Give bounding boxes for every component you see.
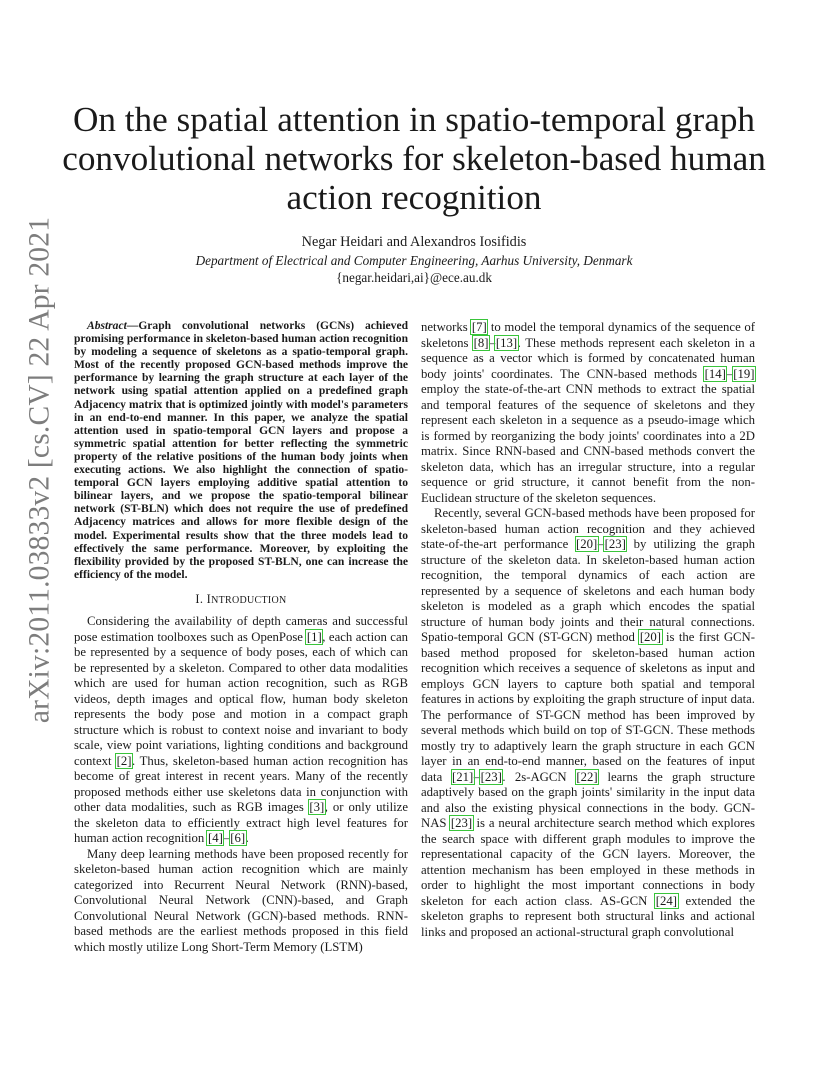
right-body-text <box>421 320 755 940</box>
citation-link[interactable]: [20] <box>576 537 598 551</box>
body-paragraph <box>74 847 408 956</box>
citation-link[interactable]: [23] <box>480 769 502 784</box>
citation-link[interactable]: [21] <box>452 769 474 784</box>
citation-link[interactable]: [8] <box>473 335 489 350</box>
body-paragraph <box>421 506 755 940</box>
section-title-initial: I <box>206 591 212 606</box>
abstract-text: —Graph convolutional networks (GCNs) achieved promising performance in skeleton-based human action recognition by modeling a sequence of skeletons as a spatio-temporal graph. Most of the recently proposed GCN-based methods improve the performance by learning the graph structure at each layer of the network using spatial attention applied on a predefined graph Adjacency matrix that is optimized jointly with model's parameters in an end-to-end manner. In this paper, we analyze the spatial attention used in spatio-temporal GCN layers and propose a symmetric spatial attention for better reflecting the symmetric property of the relative positions of the human body joints when executing actions. We also highlight the connection of spatio-temporal GCN layers employing additive spatial attention to bilinear layers, and we propose the spatio-temporal bilinear network (ST-BLN) which does not require the use of predefined Adjacency matrices and allows for more flexible design of the model. Experimental results show that the three models lead to effectively the same performance. Moreover, by exploiting the flexibility provided by the proposed ST-BLN, one can increase the efficiency of the model. <box>74 320 408 581</box>
citation-link[interactable]: [20] <box>639 630 662 644</box>
citation-link[interactable]: [2] <box>116 753 132 768</box>
affiliation: Department of Electrical and Computer Engineering, Aarhus University, Denmark <box>195 253 633 268</box>
author-email: {negar.heidari,ai}@ece.au.dk <box>336 270 492 285</box>
body-text-run: . These methods represent each skeleton in a sequence as a vector which is formed by concatenated human body joints' coordinates. The CNN-based methods <box>421 335 756 381</box>
author-list: Negar Heidari and Alexandros Iosifidis <box>301 234 527 250</box>
body-text-run: , or only utilize the skeleton data to efficiently extract high level features for human action recognition <box>74 800 409 846</box>
title-line: convolutional networks for skeleton-based human <box>62 139 766 178</box>
citation-link[interactable]: [7] <box>471 320 487 334</box>
body-text-run: . 2s-AGCN <box>502 769 576 784</box>
citation-link[interactable]: [14] <box>704 366 726 381</box>
body-text-run: – <box>223 831 230 846</box>
abstract <box>74 320 408 582</box>
citation-link[interactable]: [23] <box>450 816 473 830</box>
body-text-run: Many deep learning methods have been proposed recently for skeleton-based human action recognition which are mainly categorized into Recurrent Neural Network (RNN)-based, Convolutional Neural Network (CNN)-based, and Graph Convolutional Neural Network (GCN)-based methods. RNN-based methods are the earliest methods proposed in this field which mostly utilize Long Short-Term Memory (LSTM) <box>74 846 408 954</box>
citation-link[interactable]: [19] <box>733 366 755 381</box>
left-body-text <box>74 614 408 955</box>
title-line: On the spatial attention in spatio-temporal graph <box>72 100 756 139</box>
body-text-run: . Thus, skeleton-based human action recognition has become of great interest in recent years. Many of the recently proposed methods either use skeletons data in conjunction with other data modalities, such as RGB images <box>74 753 408 815</box>
section-title-rest: NTRODUCTION <box>211 594 287 606</box>
citation-link[interactable]: [22] <box>576 769 598 784</box>
section-heading-introduction <box>74 592 408 609</box>
body-text-run: is the first GCN-based method proposed for skeleton-based human action recognition which receives a sequence of skeletons as input and employs GCN layers to capture both spatial and temporal features in actions by exploiting the graph structure of input data. The performance of ST-GCN method has been improved by several methods which build on top of ST-GCN. These methods mostly try to adaptively learn the graph structure in each GCN layer in an end-to-end manner, based on the features of input data <box>421 630 755 784</box>
title-line: action recognition <box>286 178 542 217</box>
body-text-run: – <box>473 769 481 784</box>
body-text-run: – <box>489 335 496 350</box>
body-paragraph <box>74 614 408 847</box>
body-text-run: . <box>245 831 249 846</box>
paper-title <box>60 100 768 217</box>
citation-link[interactable]: [1] <box>306 629 322 644</box>
citation-link[interactable]: [4] <box>207 831 223 846</box>
body-text-run: learns the graph structure adaptively based on the graph joints' similarity in the input data and also the existing physical connections in the body. GCN-NAS <box>421 769 755 830</box>
body-paragraph <box>421 320 755 506</box>
citation-link[interactable]: [3] <box>309 800 325 815</box>
body-text-run: Considering the availability of depth cameras and successful pose estimation toolboxes such as OpenPose <box>74 614 408 644</box>
body-text-run: – <box>597 537 605 551</box>
citation-link[interactable]: [6] <box>230 831 246 846</box>
body-text-run: extended the skeleton graphs to represent both structural links and actional links and proposed an actional-structural graph convolutional <box>421 893 755 939</box>
body-text-run: employ the state-of-the-art CNN methods to extract the spatial and temporal features of the sequence of skeletons and they represent each skeleton in a sequence as a pseudo-image which is formed by reorganizing the body joints' coordinates into a 2D matrix. Since RNN-based and CNN-based methods convert the skeleton data, which has an irregular structure, into a regular sequence or grid structure, it cannot benefit from the non-Euclidean structure of the skeleton sequences. <box>421 382 755 505</box>
abstract-label: Abstract <box>87 320 127 332</box>
left-column <box>74 320 408 955</box>
body-text-run: to model the temporal dynamics of the sequence of skeletons <box>421 320 755 350</box>
arxiv-identifier-stamp: arXiv:2011.03833v2 [cs.CV] 22 Apr 2021 <box>23 216 56 724</box>
citation-link[interactable]: [13] <box>495 335 518 350</box>
body-text-run: by utilizing the graph structure of the skeleton data. In skeleton-based human action recognition, the temporal dynamics of each action are represented by a sequence of skeletons and each human body skeleton is modeled as a graph which encodes the spatial structure of human body joints and their natural connections. Spatio-temporal GCN (ST-GCN) method <box>421 537 755 644</box>
body-text-run: Recently, several GCN-based methods have been proposed for skeleton-based human action recognition and they achieved state-of-the-art performance <box>421 506 755 551</box>
body-text-run: , each action can be represented by a sequence of body poses, each of which can be represented by a skeleton. Compared to other data modalities which are used for human action recognition, such as RGB videos, depth images and optical flow, human body skeleton represents the body pose and motion in a compact graph structure which is robust to context noise and invariant to body scale, view point variations, lighting conditions and background context <box>74 629 409 768</box>
body-text-run: is a neural architecture search method which explores the search space with different graph modules to improve the representational capacity of the GCN layers. Moreover, the attention mechanism has been employed in these methods in order to highlight the most important connections in body skeleton for each action class. AS-GCN <box>421 816 755 908</box>
body-text-run: networks <box>421 320 472 334</box>
right-column <box>421 320 755 940</box>
citation-link[interactable]: [23] <box>604 537 626 551</box>
body-text-run: – <box>726 366 733 381</box>
section-numeral: I. <box>195 591 207 606</box>
citation-link[interactable]: [24] <box>655 893 678 908</box>
